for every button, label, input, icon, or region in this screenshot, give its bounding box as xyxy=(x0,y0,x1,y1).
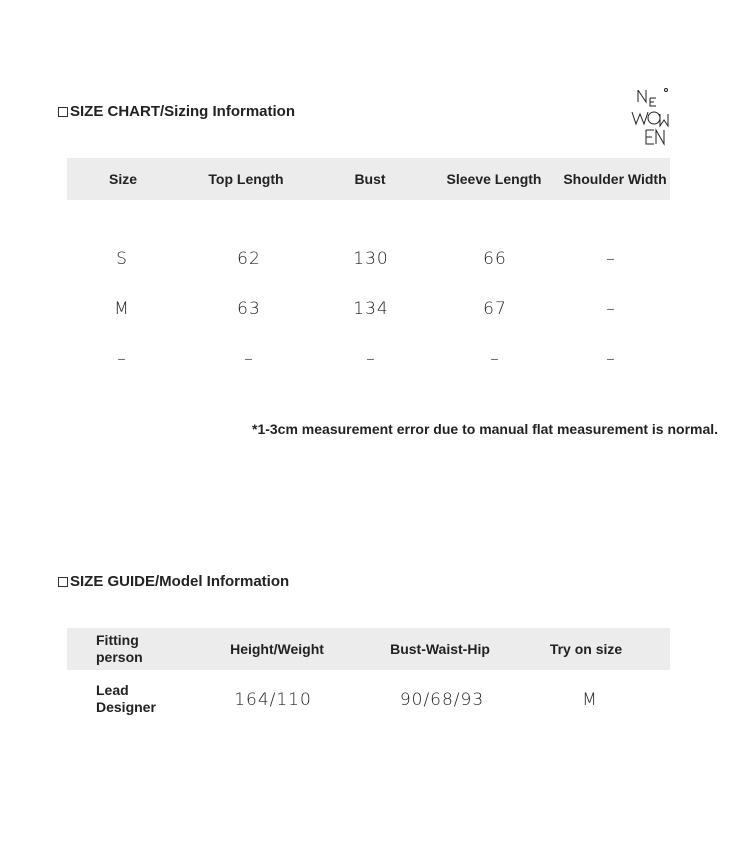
header-height-weight: Height/Weight xyxy=(230,641,324,657)
header-shoulder-width: Shoulder Width xyxy=(563,171,667,187)
cell-fitting-person: Lead Designer xyxy=(96,682,156,715)
cell-shoulder-width: – xyxy=(606,349,616,369)
header-sleeve-length: Sleeve Length xyxy=(446,171,542,187)
cell-bust: 130 xyxy=(353,249,389,269)
cell-sleeve-length: 66 xyxy=(483,249,507,269)
checkbox-icon xyxy=(58,577,68,587)
size-guide-title-text: SIZE GUIDE/Model Information xyxy=(70,573,290,590)
measurement-note: *1-3cm measurement error due to manual flat measurement is normal. xyxy=(252,421,719,437)
cell-shoulder-width: – xyxy=(606,249,616,269)
header-bust: Bust xyxy=(354,171,386,187)
cell-sleeve-length: 67 xyxy=(483,299,507,319)
cell-sleeve-length: – xyxy=(490,349,500,369)
header-top-length: Top Length xyxy=(208,171,284,187)
cell-try-on-size: M xyxy=(582,690,598,710)
size-chart-title-text: SIZE CHART/Sizing Information xyxy=(70,103,295,120)
header-fitting-person: Fitting person xyxy=(96,632,143,665)
cell-shoulder-width: – xyxy=(606,299,616,319)
cell-top-length: – xyxy=(244,349,254,369)
cell-top-length: 62 xyxy=(237,249,261,269)
cell-top-length: 63 xyxy=(237,299,261,319)
cell-height-weight: 164/110 xyxy=(234,690,312,710)
cell-bust: – xyxy=(366,349,376,369)
checkbox-icon xyxy=(58,107,68,117)
cell-bust: 134 xyxy=(353,299,389,319)
header-try-on-size: Try on size xyxy=(549,641,623,657)
brand-logo-icon xyxy=(628,86,674,148)
size-chart-title xyxy=(58,103,295,120)
cell-size: – xyxy=(117,349,127,369)
cell-size: S xyxy=(116,249,128,269)
cell-size: M xyxy=(114,299,130,319)
cell-bust-waist-hip: 90/68/93 xyxy=(399,690,485,710)
size-chart-header xyxy=(67,158,670,200)
size-guide-header xyxy=(67,628,670,670)
header-bust-waist-hip: Bust-Waist-Hip xyxy=(390,641,490,657)
header-size: Size xyxy=(108,171,138,187)
size-guide-title xyxy=(58,573,289,590)
